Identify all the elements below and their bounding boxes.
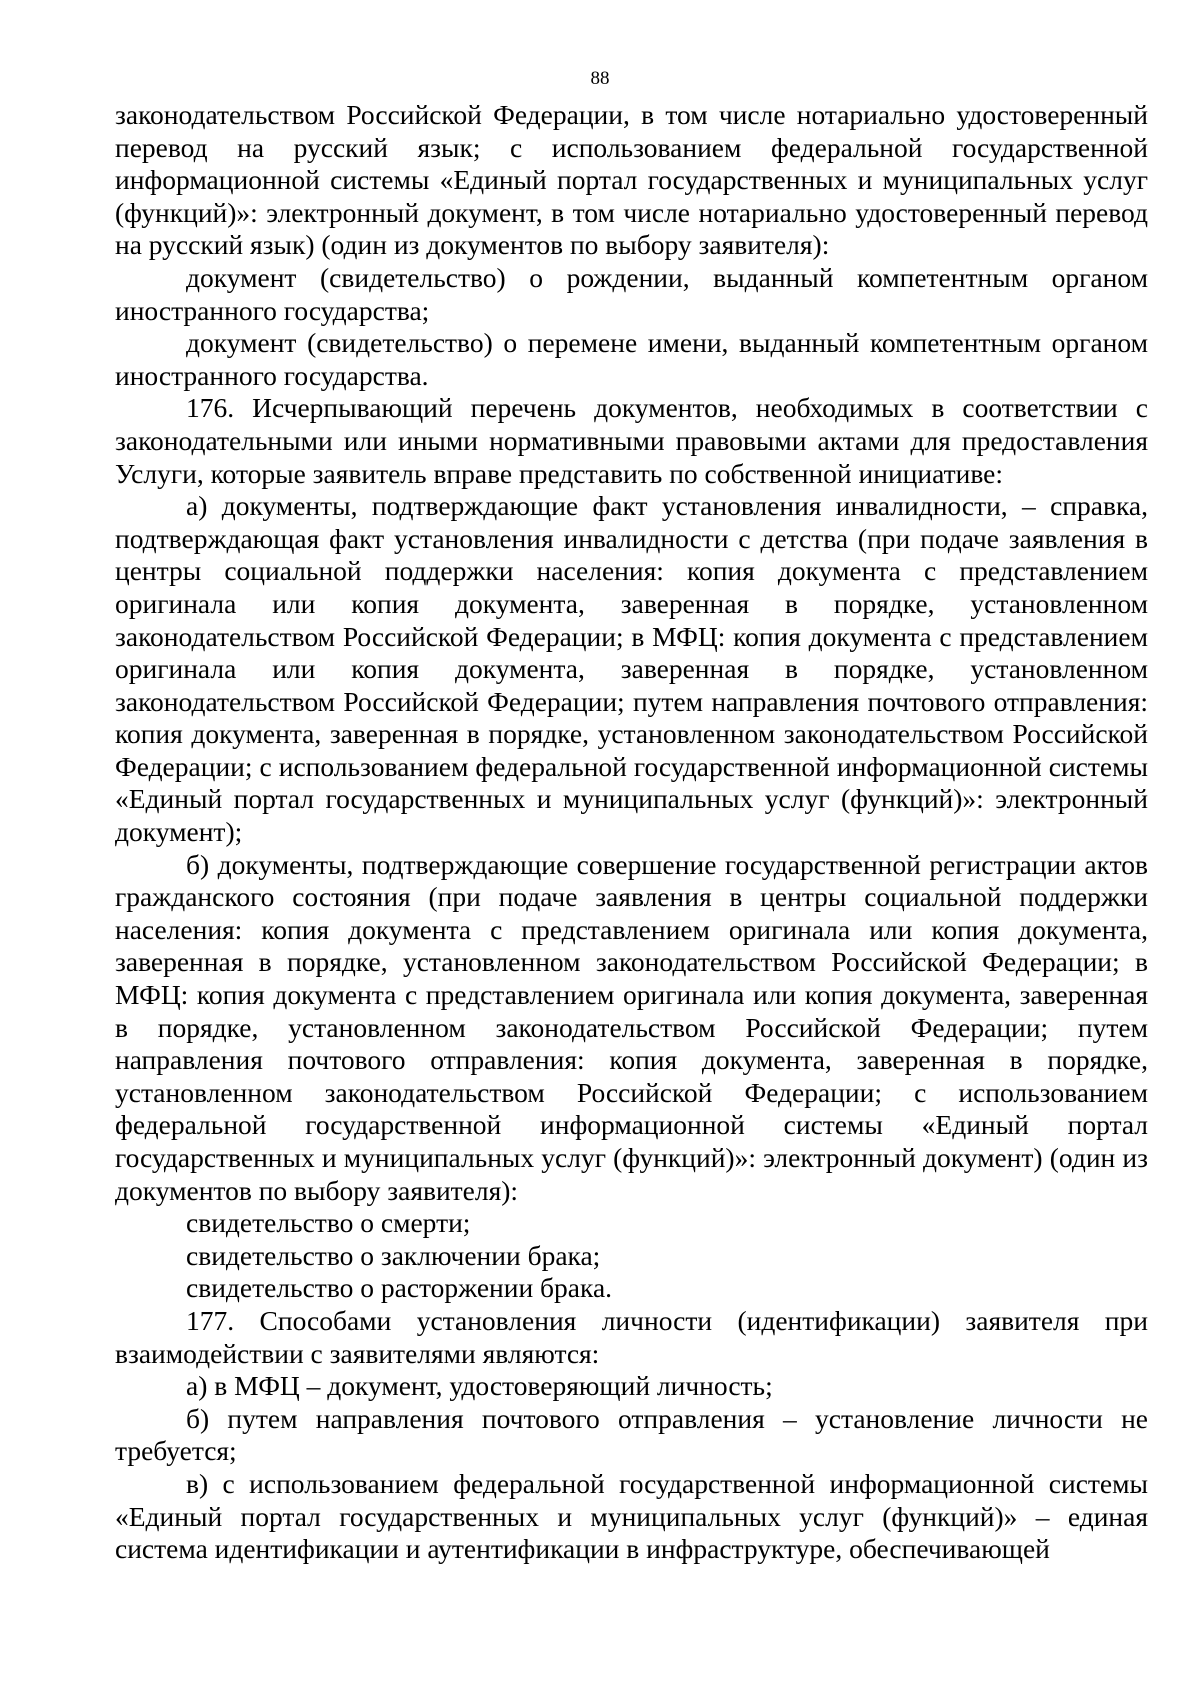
document-body bbox=[115, 99, 1148, 1566]
page-number: 88 bbox=[590, 68, 610, 89]
paragraph-176: 176. Исчерпывающий перечень документов, необходимых в соответствии с законодательными или иными нормативными правовыми актами для предоставления Услуги, которые заявитель вправе представить по собственной инициативе: bbox=[115, 392, 1148, 489]
paragraph-name-change-certificate: документ (свидетельство) о перемене имени, выданный компетентным органом иностранного государства. bbox=[115, 327, 1148, 391]
paragraph-176-a: а) документы, подтверждающие факт установления инвалидности, – справка, подтверждающая факт установления инвалидности с детства (при подаче заявления в центры социальной поддержки населения: копия документа с представлением оригинала или копия документа, заверенная в порядке, установленном законодательством Российской Федерации; в МФЦ: копия документа с представлением оригинала или копия документа, заверенная в порядке, установленном законодательством Российской Федерации; путем направления почтового отправления: копия документа, заверенная в порядке, установленном законодательством Российской Федерации; с использованием федеральной государственной информационной системы «Единый портал государственных и муниципальных услуг (функций)»: электронный документ); bbox=[115, 490, 1148, 848]
paragraph-177-a: а) в МФЦ – документ, удостоверяющий личность; bbox=[186, 1370, 773, 1402]
list-item-marriage-certificate: свидетельство о заключении брака; bbox=[186, 1239, 601, 1271]
list-item-divorce-certificate: свидетельство о расторжении брака. bbox=[186, 1272, 613, 1304]
paragraph-continuation: законодательством Российской Федерации, в том числе нотариально удостоверенный перевод на русский язык; с использованием федеральной государственной информационной системы «Единый портал государственных и муниципальных услуг (функций)»: электронный документ, в том числе нотариально удостоверенный перевод на русский язык) (один из документов по выбору заявителя): bbox=[115, 99, 1148, 261]
paragraph-176-b: б) документы, подтверждающие совершение государственной регистрации актов гражданского состояния (при подаче заявления в центры социальной поддержки населения: копия документа с представлением оригинала или копия документа, заверенная в порядке, установленном законодательством Российской Федерации; в МФЦ: копия документа с представлением оригинала или копия документа, заверенная в порядке, установленном законодательством Российской Федерации; путем направления почтового отправления: копия документа, заверенная в порядке, установленном законодательством Российской Федерации; с использованием федеральной государственной информационной системы «Единый портал государственных и муниципальных услуг (функций)»: электронный документ) (один из документов по выбору заявителя): bbox=[115, 848, 1148, 1206]
list-item-death-certificate: свидетельство о смерти; bbox=[186, 1207, 471, 1239]
paragraph-177-b: б) путем направления почтового отправления – установление личности не требуется; bbox=[115, 1402, 1148, 1467]
paragraph-birth-certificate: документ (свидетельство) о рождении, выданный компетентным органом иностранного государства; bbox=[115, 261, 1148, 326]
paragraph-177-c: в) с использованием федеральной государственной информационной системы «Единый портал государственных и муниципальных услуг (функций)» – единая система идентификации и аутентификации в инфраструктуре, обеспечивающей bbox=[115, 1467, 1148, 1565]
paragraph-177: 177. Способами установления личности (идентификации) заявителя при взаимодействии с заявителями являются: bbox=[115, 1304, 1148, 1369]
